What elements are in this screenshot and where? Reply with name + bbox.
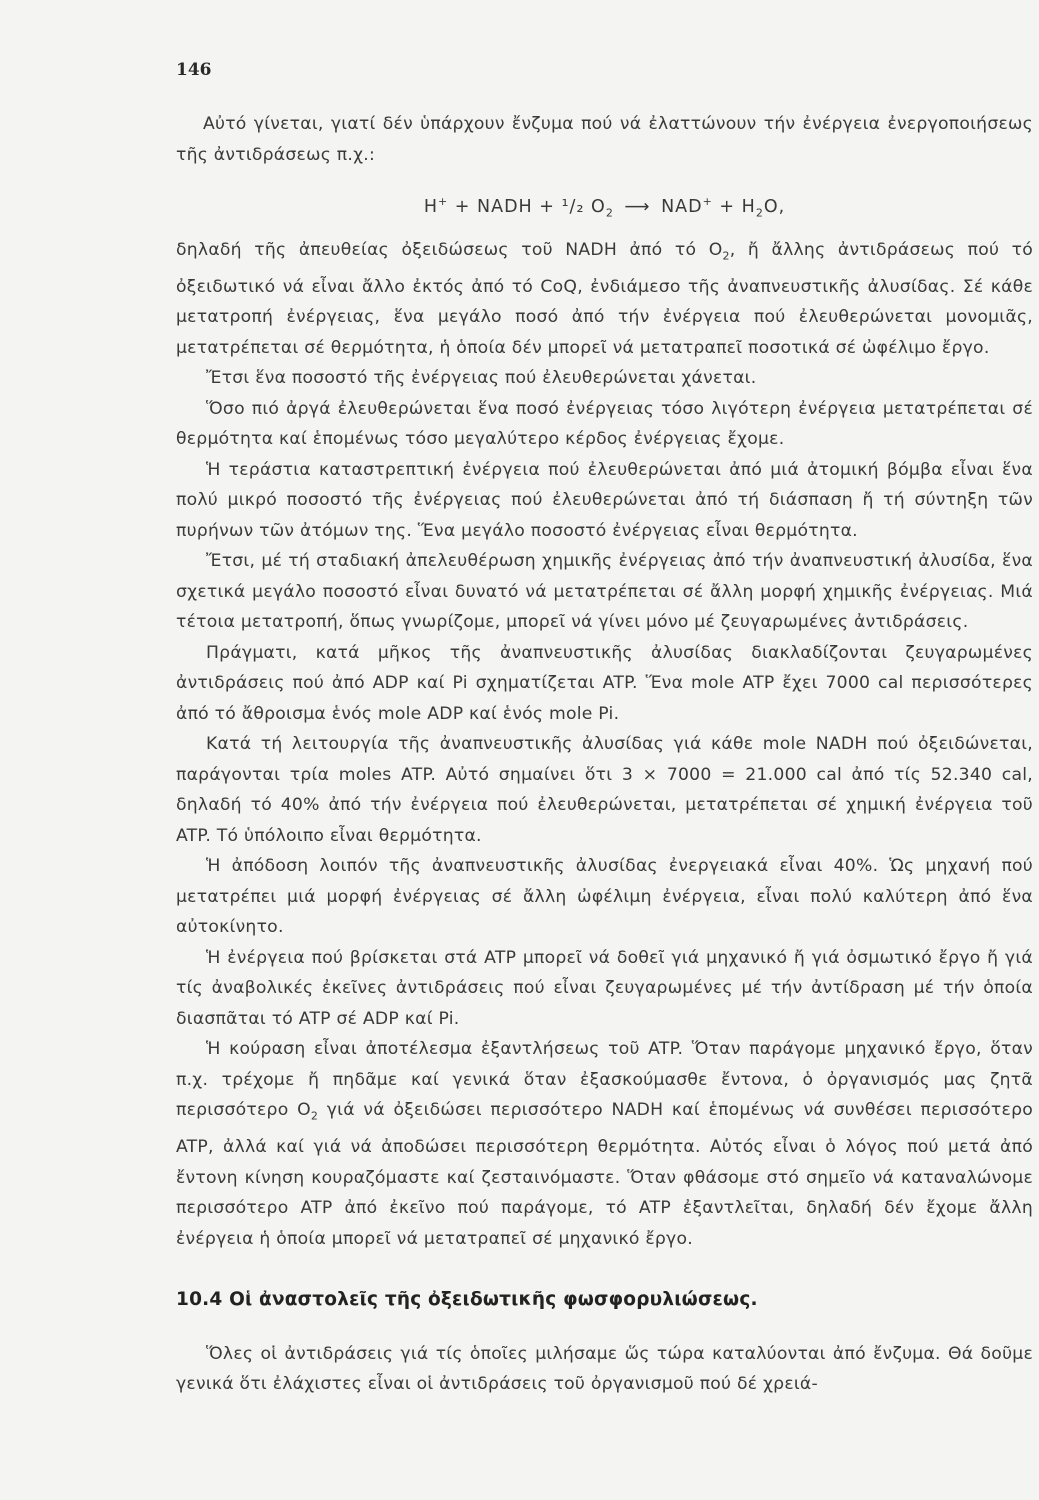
intro-paragraph: Αὐτό γίνεται, γιατί δέν ὑπάρχουν ἔνζυμα πού νά ἐλαττώνουν τήν ἐνέργεια ἐνεργοποιήσεως τῆς ἀντιδράσεως π.χ.: <box>176 114 1033 165</box>
equation-half: ¹/₂ <box>561 196 585 217</box>
paragraph: Ἡ κούραση εἶναι ἀποτέλεσμα ἐξαντλήσεως τοῦ ATP. Ὅταν παράγομε μηχανικό ἔργο, ὅταν π.χ. τρέχομε ἤ πηδᾶμε καί γενικά ὅταν ἐξασκούμασθε ἔντονα, ὁ ὀργανισμός μας ζητᾶ περισσότερο $O_2$ γιά νά ὀξειδώσει περισσότερο NADH καί ἑπομένως νά συνθέσει περισσότερο ATP, ἀλλά καί γιά νά ἀποδώσει περισσότερη θερμότητα. Αὐτός εἶναι ὁ λόγος πού μετά ἀπό ἔντονη κίνηση κουραζόμαστε καί ζεσταινόμαστε. Ὅταν φθάσομε στό σημεῖο νά καταναλώνομε περισσότερο ATP ἀπό ἐκεῖνο πού παράγομε, τό ATP ἐξαντλεῖται, δηλαδή δέν ἔχομε ἄλλη ἐνέργεια ἡ ὁποία μπορεῖ νά μετατραπεῖ σέ μηχανικό ἔργο. <box>176 1039 1033 1249</box>
page-number: 146 <box>176 60 212 80</box>
paragraph: Κατά τή λειτουργία τῆς ἀναπνευστικῆς ἀλυσίδας γιά κάθε mole NADH πού ὀξειδώνεται, παράγονται τρία moles ATP. Αὐτό σημαίνει ὅτι 3 × 7000 = 21.000 cal ἀπό τίς 52.340 cal, δηλαδή τό 40% ἀπό τήν ἐνέργεια πού ἐλευθερώνεται, μετατρέπεται σέ χημική ἐνέργεια τοῦ ATP. Τό ὑπόλοιπο εἶναι θερμότητα. <box>176 734 1033 846</box>
chemical-equation <box>176 187 1033 229</box>
equation-oxygen-subscript: 2 <box>605 206 614 220</box>
reaction-arrow-icon: ⟶ <box>624 196 651 217</box>
paragraph: Ἡ ἐνέργεια πού βρίσκεται στά ATP μπορεῖ νά δοθεῖ γιά μηχανικό ἤ γιά ὀσμωτικό ἔργο ἤ γιά τίς ἀναβολικές ἐκεῖνες ἀντιδράσεις πού εἶναι ζευγαρωμένες μέ τήν ἀντίδραση μέ τήν ὁποία διασπᾶται τό ATP σέ ADP καί Pi. <box>176 947 1033 1029</box>
paragraph: Πράγματι, κατά μῆκος τῆς ἀναπνευστικῆς ἀλυσίδας διακλαδίζονται ζευγαρωμένες ἀντιδράσεις πού ἀπό ADP καί Pi σχηματίζεται ATP. Ἕνα mole ATP ἔχει 7000 cal περισσότερες ἀπό τό ἄθροισμα ἑνός mole ADP καί ἑνός mole Pi. <box>176 642 1033 724</box>
section-paragraph: Ὅλες οἱ ἀντιδράσεις γιά τίς ὁποῖες μιλήσαμε ὥς τώρα καταλύονται ἀπό ἔνζυμα. Θά δοῦμε γενικά ὅτι ἐλάχιστες εἶναι οἱ ἀντιδράσεις τοῦ ὀργανισμοῦ πού δέ χρειά- <box>176 1343 1033 1395</box>
equation-charge: + <box>438 195 449 208</box>
page-body <box>176 109 1033 1400</box>
equation-oxygen: O <box>591 196 606 217</box>
paragraph: Ἔτσι ἕνα ποσοστό τῆς ἐνέργειας πού ἐλευθερώνεται χάνεται. <box>206 368 757 389</box>
equation-water: + H <box>719 196 756 217</box>
paragraph: Ἡ τεράστια καταστρεπτική ἐνέργεια πού ἐλευθερώνεται ἀπό μιά ἀτομική βόμβα εἶναι ἕνα πολύ μικρό ποσοστό τῆς ἐνέργειας πού ἐλευθερώνεται ἀπό τή διάσπαση ἤ τή σύντηξη τῶν πυρήνων τῶν ἀτόμων της. Ἕνα μεγάλο ποσοστό ἐνέργειας εἶναι θερμότητα. <box>176 459 1033 541</box>
equation-nadh: + NADH + <box>454 196 555 217</box>
equation-water-subscript: 2 <box>755 206 764 220</box>
paragraph: Ἡ ἀπόδοση λοιπόν τῆς ἀναπνευστικῆς ἀλυσίδας ἐνεργειακά εἶναι 40%. Ὡς μηχανή πού μετατρέπει μιά μορφή ἐνέργειας σέ ἄλλη ὠφέλιμη ἐνέργεια, εἶναι πολύ καλύτερη ἀπό ἕνα αὐτοκίνητο. <box>176 856 1033 938</box>
section-heading: 10.4 Οἱ ἀναστολεῖς τῆς ὀξειδωτικῆς φωσφορυλιώσεως. <box>176 1289 758 1311</box>
equation-nad: NAD <box>661 196 703 217</box>
paragraph: δηλαδή τῆς ἀπευθείας ὀξειδώσεως τοῦ NADH ἀπό τό $O_2$, ἤ ἄλλης ἀντιδράσεως πού τό ὀξειδωτικό νά εἶναι ἄλλο ἐκτός ἀπό τό CoQ, ἐνδιάμεσο τῆς ἀναπνευστικῆς ἀλυσίδας. Σέ κάθε μετατροπή ἐνέργειας, ἕνα μεγάλο ποσό ἀπό τήν ἐνέργεια πού ἐλευθερώνεται μονομιᾶς, μετατρέπεται σέ θερμότητα, ἡ ὁποία δέν μπορεῖ νά μετατραπεῖ ποσοτικά σέ ὠφέλιμο ἔργο. <box>176 239 1033 358</box>
equation-hydrogen: H <box>423 196 438 217</box>
paragraph: Ὅσο πιό ἀργά ἐλευθερώνεται ἕνα ποσό ἐνέργειας τόσο λιγότερη ἐνέργεια μετατρέπεται σέ θερμότητα καί ἑπομένως τόσο μεγαλύτερο κέρδος ἐνέργειας ἔχομε. <box>176 398 1033 450</box>
equation-nad-charge: + <box>702 195 713 208</box>
equation-water-suffix: O, <box>763 196 786 217</box>
paragraph: Ἔτσι, μέ τή σταδιακή ἀπελευθέρωση χημικῆς ἐνέργειας ἀπό τήν ἀναπνευστική ἀλυσίδα, ἕνα σχετικά μεγάλο ποσοστό εἶναι δυνατό νά μετατρέπεται σέ ἄλλη μορφή χημικῆς ἐνέργειας. Μιά τέτοια μετατροπή, ὅπως γνωρίζομε, μπορεῖ νά γίνει μόνο μέ ζευγαρωμένες ἀντιδράσεις. <box>176 551 1033 633</box>
